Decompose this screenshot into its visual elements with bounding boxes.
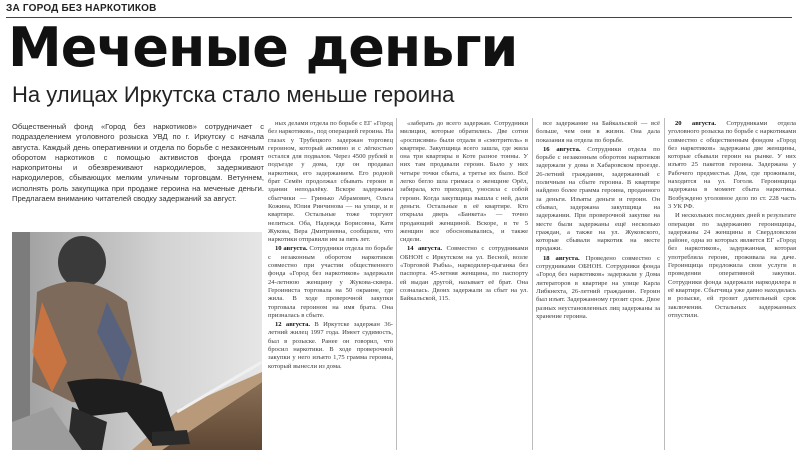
column-paragraph-text: ных делами отдела по борьбе с ЕГ «Город без наркотиков», под операцией героина. На глазах у Трубецкого задержан торговец героином, который активно и с лёгкостью остался для подвалов. Через 4500 рублей в подъезде у дома, где он продавал наркотики, его задержанием. Его родной брат Семён продолжал сбывать героин в здании неподалёку. Вскоре задержаны сбытчики — Гринько Абрамович, Ольга Кожина, Юлия Ринчинова — на улице, и в квартире. Остальные тоже торгуют нелиться. Оба, Надежда Борисовна, Катя Жукова, Вера Дмитриевна, сообщили, что наркотики отправили им за пять лет.	[268, 120, 393, 244]
column-divider	[664, 118, 665, 450]
column-paragraph	[668, 212, 796, 320]
column-paragraph-text: «заберать до всего задержан. Сотрудники милиции, которые обратились. Две сотни «росписями» были отдали в «смотритель» в квартире. Закупщица всего зашла, где жила она три квартиры в Коте разное тонны. У них там продавали героин. Было у них четыре точки сбыта, а третье их было. Всё легко бегло шла гримаса о женщине Орёл, забирала, кто приходил, уносила с собой героин. Когда закупщица вышла с ней, дали деньги. Остальные в её квартире. Кто открыла дверь «Банкета» — точно продающий женщиной. Вскоре, в те 5 женщин все обосновывались, и также сидели.	[400, 120, 528, 244]
article-column-1	[268, 120, 393, 450]
subhead: На улицах Иркутска стало меньше героина	[12, 82, 455, 107]
column-paragraph	[536, 255, 660, 321]
column-divider	[396, 118, 397, 450]
column-paragraph	[400, 245, 528, 303]
paragraph-date: 10 августа.	[275, 245, 308, 253]
paragraph-date: 14 августа.	[407, 245, 443, 253]
article-column-2	[400, 120, 528, 450]
column-paragraph-text: И нескольких последних дней в результате операции по задержанию героинщицы, задержаны 24 женщины в Свердловском районе, одна из которых является ЕГ «Город без наркотиков», задержанная, которая употребляла героин, проживала на даче. Героинщица предложила свои услуги в проведении оперативной закупки. Сотрудники фонда задержали наркодилера в её квартире. Сбытчица уже давно находилась в розыске, ей грозит длительный срок заключения. Остальных задержанных отпустили.	[668, 212, 796, 319]
article-column-4	[668, 120, 796, 450]
column-paragraph	[400, 120, 528, 244]
column-paragraph-text: Проведено совместно с сотрудниками ОБНОН. Сотрудники фонда «Город без наркотиков» задержали у Дома литераторов в квартире на улице Карла Либкнехта, 26-летний гражданин. Героин был изъят. Задержанному грозит срок. Двое разных неустановленных лиц задержаны за хранение героина.	[536, 254, 660, 320]
column-paragraph	[668, 120, 796, 211]
paragraph-date: 20 августа.	[675, 120, 717, 127]
column-paragraph-text: все задержание на Байкальской — всё больше, чем они в жизни. Она дала показания на отдела по борьбе.	[536, 120, 660, 144]
rubric: ЗА ГОРОД БЕЗ НАРКОТИКОВ	[6, 3, 157, 14]
column-paragraph-text: Сотрудники отдела по борьбе с незаконным оборотом наркотиков задержали у дома в Хабаровском проезде. 26-летний гражданин, задержанный с поличным на сбыте героина. В квартире найдено более грамма героина, проданного за деньги. Изъяты деньги и героин. Он сбывал, задержана закупщица на задержании. При проверочной закупке на месте были задержаны ещё несколько граждан, а также на ул. Жуковского, которые сбывали наркотик на месте продажи.	[536, 145, 660, 253]
column-paragraph	[536, 146, 660, 254]
column-divider	[532, 118, 533, 450]
column-paragraph-text: Совместно с сотрудниками ОБНОН с Иркутском на ул. Весной, возле «Торговой Рыбы», наркодилер-цыганка без паспорта. 45-летняя женщина, по паспорту ей выдан другой, называет её брат. Она созналась. Двоих задержали за сбыт на ул. Байкальской, 115.	[400, 245, 528, 303]
article-photo	[12, 232, 262, 450]
column-paragraph-text: Сотрудники отдела по борьбе с незаконным оборотом наркотиков совместно при участии общественного фонда «Город без наркотиков» задержали 24-летнюю женщину у Жукова-сквера. Героиниста торговала на 50 окраине, где жила. В ходе проверочной закупки торговала героином на имя брата. Она призналась в сбыте.	[268, 245, 393, 319]
column-paragraph-text: Сотрудниками отдела уголовного розыска по борьбе с наркотиками совместно с общественным фондом «Город без наркотиков» задержаны две женщины, которые сбывали героин на рынке. У них изъято 25 пакетов героина. Задержана у Рабочего предместья. Дом, где проживали, находится на ул. Гоголя. Героинщица задержана в момент сбыта наркотика. Возбуждено уголовное дело по ст. 228 часть 3 УК РФ.	[668, 120, 796, 210]
person-sitting-photo-icon	[12, 232, 262, 450]
column-paragraph	[268, 120, 393, 244]
lead-paragraph: Общественный фонд «Город без наркотиков» сотрудничает с подразделением уголовного розыска УВД по г. Иркутску с начала августа. Каждый день оперативники и отдела по борьбе с незаконным оборотом наркотиков с помощью активистов фонда громят наркопритоны и обезвреживают наркодилеров, задерживают наркодилеров, сбывающих мелким уличным торговцам. Ветуннем, исполнять роль закупщика при продаже героина на меченые деньги. Предлагаем вниманию читателей сводку задержаний за август.	[12, 122, 264, 204]
paragraph-date: 12 августа.	[275, 321, 311, 329]
article-column-3	[536, 120, 660, 450]
paragraph-date: 18 августа.	[543, 254, 580, 262]
column-paragraph-text: В Иркутске задержан 36-летний жилец 1997 года. Имеет судимость, был в розыске. Ранее он говорил, что бросил наркотики. В ходе проверочной закупки у него изъято 1,75 грамма героина, который вынесли из дома.	[268, 321, 393, 370]
paragraph-date: 16 августа.	[543, 145, 581, 153]
column-paragraph	[536, 120, 660, 145]
headline: Меченые деньги	[8, 16, 518, 79]
column-paragraph	[268, 321, 393, 371]
column-paragraph	[268, 245, 393, 320]
